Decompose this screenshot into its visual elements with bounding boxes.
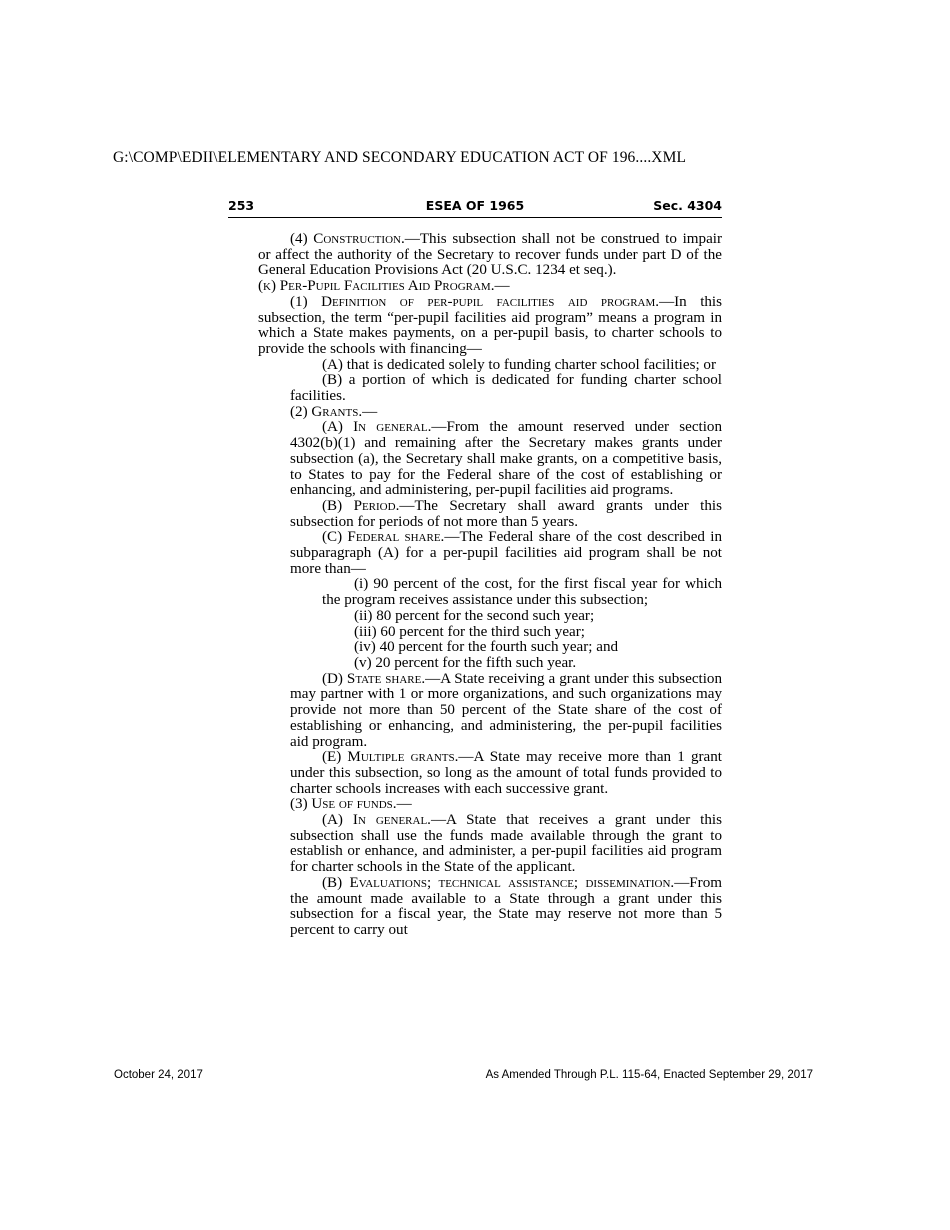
paragraph <box>258 640 722 656</box>
paragraph-heading: (A) In general. <box>322 419 432 436</box>
paragraph-text: (iii) 60 percent for the third such year; <box>354 623 585 640</box>
paragraph-text: —The Federal share of the cost described in subparagraph (A) for a per-pupil facilities aid program shall be not more than— <box>290 529 723 577</box>
paragraph-text: —From the amount made available to a State through a grant under this subsection for a fiscal year, the State may reserve not more than 5 percent to carry out <box>290 874 722 938</box>
paragraph-heading: (D) State share. <box>322 670 426 687</box>
paragraph-text: —A State that receives a grant under this subsection shall use the funds made available through the grant to establish or enhance, and administer, a per-pupil facilities aid program for charter schools in the State of the applicant. <box>290 812 722 876</box>
paragraph <box>258 420 722 499</box>
paragraph-text: — <box>396 796 412 813</box>
paragraph-heading: (3) Use of funds. <box>290 796 397 813</box>
paragraph-text: —A State receiving a grant under this subsection may partner with 1 or more organizations, and such organizations may provide not more than 50 percent of the State share of the cost of establishing or enhancing, and administering, the per-pupil facilities aid program. <box>290 670 723 750</box>
paragraph-text: —From the amount reserved under section 4302(b)(1) and remaining after the Secretary makes grants under subsection (a), the Secretary shall make grants, on a competitive basis, to States to pay for the Federal share of the cost of establishing or enhancing, and administering, per-pupil facilities aid programs. <box>290 419 722 499</box>
paragraph <box>258 530 722 577</box>
paragraph-text: (ii) 80 percent for the second such year; <box>354 607 595 624</box>
paragraph <box>258 373 722 404</box>
paragraph-heading: (B) Evaluations; technical assistance; dissemination. <box>322 874 675 891</box>
paragraph <box>258 750 722 797</box>
paragraph-heading: (4) Construction. <box>290 231 405 247</box>
paragraph <box>258 295 722 358</box>
paragraph <box>258 232 722 279</box>
footer-date: October 24, 2017 <box>114 1069 203 1081</box>
paragraph-text: (B) a portion of which is dedicated for funding charter school facilities. <box>290 372 722 405</box>
paragraph-text: —This subsection shall not be construed to impair or affect the authority of the Secretary to recover funds under part D of the General Education Provisions Act (20 U.S.C. 1234 et seq.). <box>258 231 722 279</box>
paragraph <box>258 405 722 421</box>
paragraph <box>258 577 722 608</box>
paragraph-text: (A) that is dedicated solely to funding charter school facilities; or <box>322 356 716 373</box>
paragraph <box>258 279 722 295</box>
file-path: G:\COMP\EDII\ELEMENTARY AND SECONDARY EDUCATION ACT OF 196....XML <box>113 149 687 166</box>
paragraph <box>258 813 722 876</box>
paragraph-heading: (B) Period. <box>322 497 400 514</box>
paragraph-text: — <box>362 403 378 420</box>
page-header <box>228 197 722 218</box>
paragraph <box>258 672 722 751</box>
statute-body <box>258 232 722 939</box>
paragraph-text: —The Secretary shall award grants under this subsection for periods of not more than 5 years. <box>290 497 722 530</box>
paragraph-text: (i) 90 percent of the cost, for the first fiscal year for which the program receives assistance under this subsection; <box>322 576 722 609</box>
paragraph <box>258 625 722 641</box>
paragraph-text: (v) 20 percent for the fifth such year. <box>354 654 577 671</box>
paragraph <box>258 609 722 625</box>
paragraph <box>258 876 722 939</box>
running-title: ESEA OF 1965 <box>425 198 525 213</box>
paragraph-heading: (1) Definition of per-pupil facilities aid program. <box>290 293 660 310</box>
paragraph <box>258 797 722 813</box>
paragraph <box>258 499 722 530</box>
paragraph-text: —In this subsection, the term “per-pupil facilities aid program” means a program in which a State makes payments, on a per-pupil basis, to charter schools to provide the schools with financing— <box>258 293 723 357</box>
paragraph-heading: (C) Federal share. <box>322 529 445 546</box>
paragraph-heading: (2) Grants. <box>290 403 363 420</box>
footer-amended: As Amended Through P.L. 115-64, Enacted September 29, 2017 <box>485 1069 813 1081</box>
paragraph-heading: (k) Per-Pupil Facilities Aid Program. <box>258 278 495 295</box>
section-number: Sec. 4304 <box>653 198 722 213</box>
page-number: 253 <box>228 198 255 213</box>
paragraph-text: — <box>494 278 510 295</box>
paragraph <box>258 656 722 672</box>
paragraph-heading: (A) In general. <box>322 812 431 829</box>
paragraph <box>258 358 722 374</box>
paragraph-text: (iv) 40 percent for the fourth such year; and <box>354 639 619 656</box>
paragraph-text: —A State may receive more than 1 grant under this subsection, so long as the amount of total funds provided to charter schools increases with each successive grant. <box>290 749 722 797</box>
paragraph-heading: (E) Multiple grants. <box>322 749 459 766</box>
